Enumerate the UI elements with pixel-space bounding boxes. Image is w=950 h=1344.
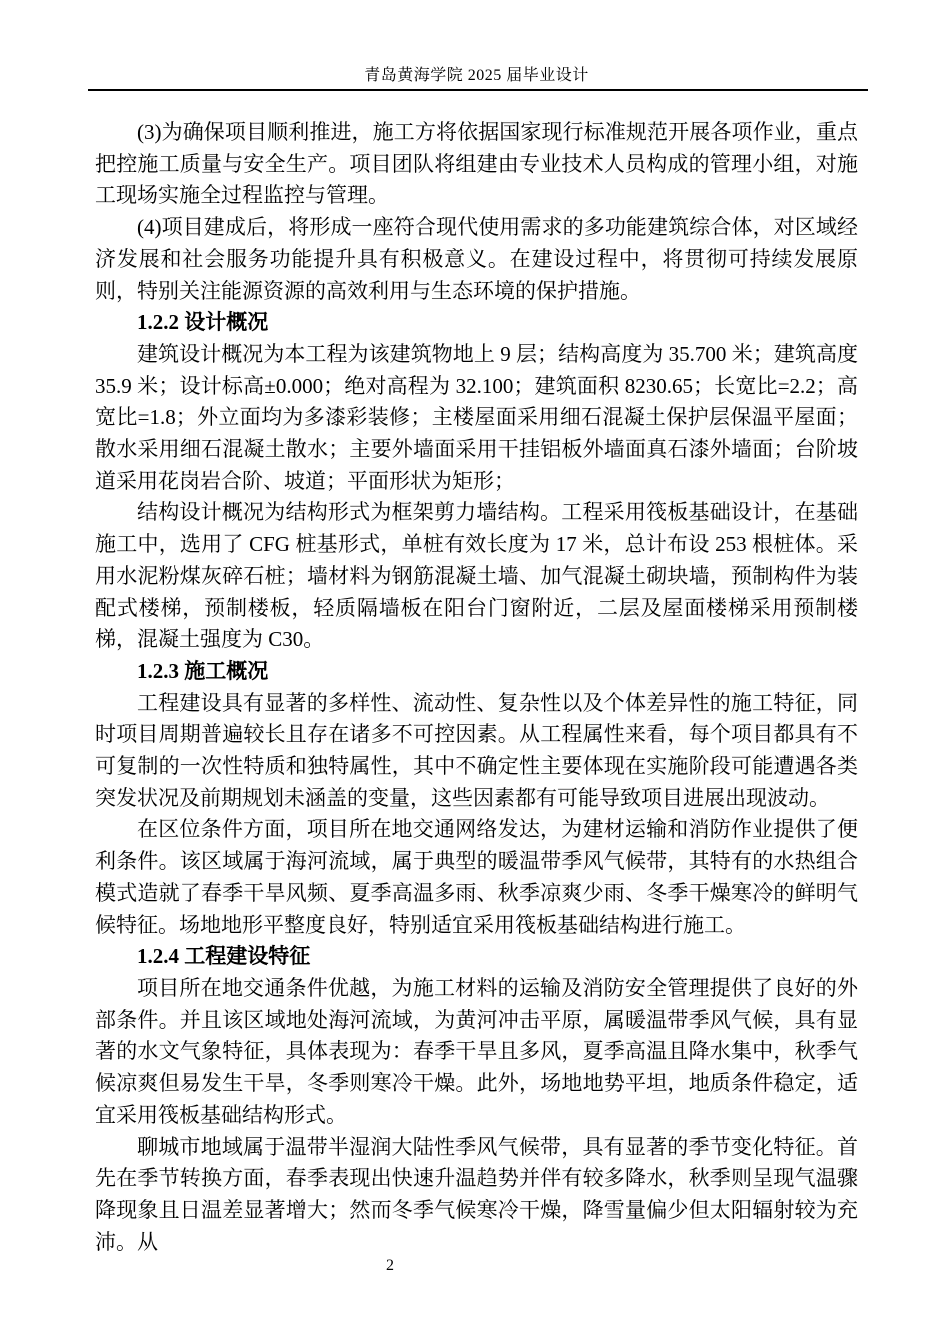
document-body [95, 117, 858, 1258]
paragraph: 工程建设具有显著的多样性、流动性、复杂性以及个体差异性的施工特征，同时项目周期普遍较长且存在诸多不可控因素。从工程属性来看，每个项目都具有不可复制的一次性特质和独特属性，其中不确定性主要体现在实施阶段可能遭遇各类突发状况及前期规划未涵盖的变量，这些因素都有可能导致项目进展出现波动。 [95, 690, 858, 810]
page-header-text: 青岛黄海学院 2025 届毕业设计 [364, 67, 589, 84]
section-heading: 1.2.3 施工概况 [137, 658, 269, 683]
paragraph: 项目所在地交通条件优越，为施工材料的运输及消防安全管理提供了良好的外部条件。并且该区域地处海河流域，为黄河冲击平原，属暖温带季风气候，具有显著的水文气象特征，具体表现为：春季干旱且多风，夏季高温且降水集中，秋季气候凉爽但易发生干旱，冬季则寒冷干燥。此外，场地地势平坦，地质条件稳定，适宜采用筏板基础结构形式。 [95, 975, 858, 1127]
paragraph: 结构设计概况为结构形式为框架剪力墙结构。工程采用筏板基础设计，在基础施工中，选用了 CFG 桩基形式，单桩有效长度为 17 米，总计布设 253 根桩体。采用水泥粉煤灰碎石桩；墙材料为钢筋混凝土墙、加气混凝土砌块墙，预制构件为装配式楼梯，预制楼板，轻质隔墙板在阳台门窗附近，二层及屋面楼梯采用预制楼梯，混凝土强度为 C30。 [95, 500, 858, 652]
paragraph: 建筑设计概况为本工程为该建筑物地上 9 层；结构高度为 35.700 米；建筑高度 35.9 米；设计标高±0.000；绝对高程为 32.100；建筑面积 8230.65；长宽比=2.2；高宽比=1.8；外立面均为多漆彩装修；主楼屋面采用细石混凝土保护层保温平屋面；散水采用细石混凝土散水；主要外墙面采用干挂铝板外墙面真石漆外墙面；台阶坡道采用花岗岩合阶、坡道；平面形状为矩形； [95, 341, 858, 493]
paragraph: (3)为确保项目顺利推进，施工方将依据国家现行标准规范开展各项作业，重点把控施工质量与安全生产。项目团队将组建由专业技术人员构成的管理小组，对施工现场实施全过程监控与管理。 [95, 120, 858, 208]
header-rule [88, 89, 868, 91]
page-header [95, 66, 858, 86]
paragraph: (4)项目建成后，将形成一座符合现代使用需求的多功能建筑综合体，对区域经济发展和社会服务功能提升具有积极意义。在建设过程中，将贯彻可持续发展原则，特别关注能源资源的高效利用与生态环境的保护措施。 [95, 215, 858, 303]
section-heading: 1.2.4 工程建设特征 [137, 944, 311, 969]
paragraph: 在区位条件方面，项目所在地交通网络发达，为建材运输和消防作业提供了便利条件。该区域属于海河流域，属于典型的暖温带季风气候带，其特有的水热组合模式造就了春季干旱风频、夏季高温多雨、秋季凉爽少雨、冬季干燥寒冷的鲜明气候特征。场地地形平整度良好，特别适宜采用筏板基础结构进行施工。 [95, 817, 858, 937]
section-heading: 1.2.2 设计概况 [137, 310, 269, 335]
paragraph: 聊城市地域属于温带半湿润大陆性季风气候带，具有显著的季节变化特征。首先在季节转换方面，春季表现出快速升温趋势并伴有较多降水，秋季则呈现气温骤降现象且日温差显著增大；然而冬季气候寒冷干燥，降雪量偏少但太阳辐射较为充沛。从 [95, 1134, 858, 1254]
page-number: 2 [386, 1257, 394, 1274]
